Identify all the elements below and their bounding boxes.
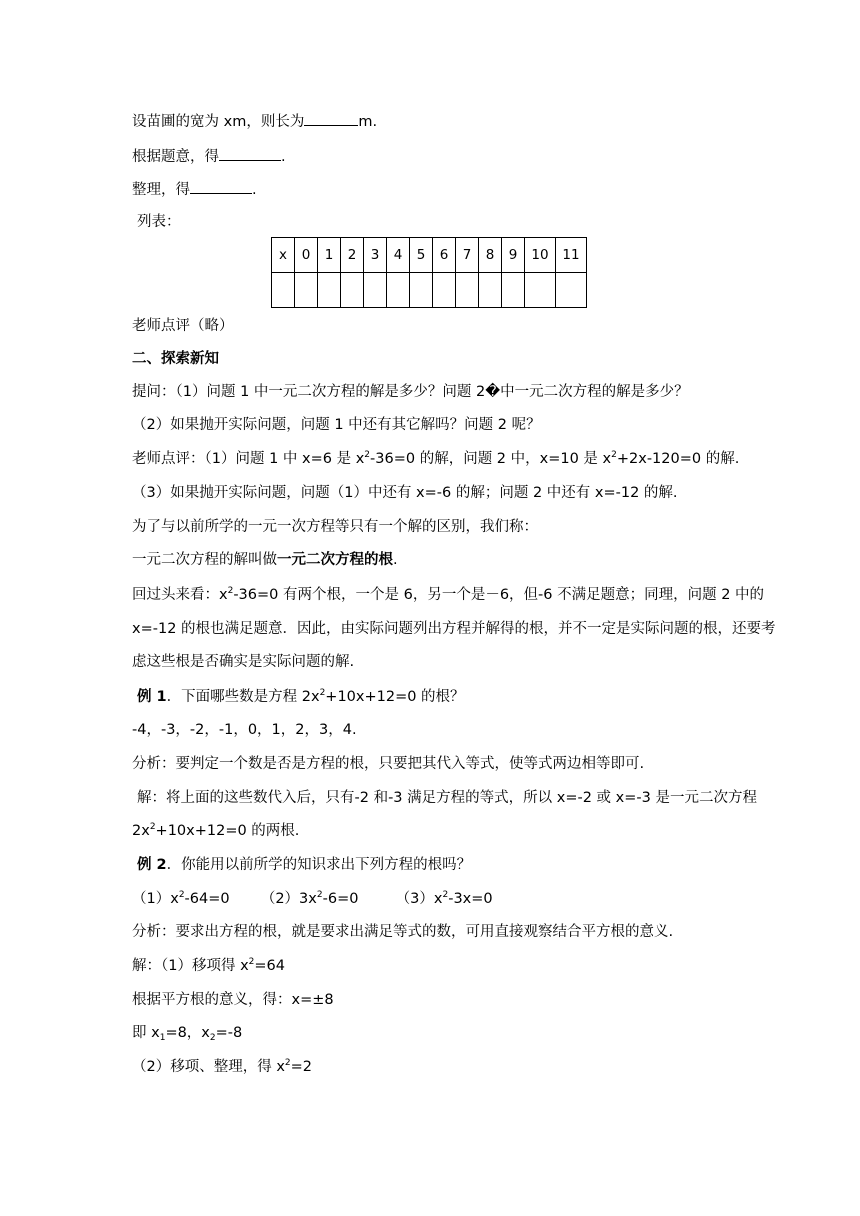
table-cell: 8 [479, 238, 502, 273]
table-cell [295, 273, 318, 308]
table-cell [318, 273, 341, 308]
line-17 [132, 720, 357, 740]
text: . [281, 149, 286, 165]
line-12: 一元二次方程的解叫做一元二次方程的根. [132, 552, 398, 568]
example-label: 例 1 [137, 689, 167, 705]
table-cell [364, 273, 387, 308]
fill-blank [304, 110, 358, 126]
line-4 [137, 212, 181, 232]
line-23 [132, 922, 673, 942]
line-22: $(1)x^2-64=0$ $(2)3x^2-6=0$ $(3)x^2-3x=0$ [132, 890, 493, 907]
text: 分析：要判定一个数是否是方程的根，只要把其代入等式，使等式两边相等即可. [132, 756, 645, 772]
text: -4，-3，-2，-1，0，1，2，3，4. [132, 722, 357, 738]
table-cell: 0 [295, 238, 318, 273]
table-cell [456, 273, 479, 308]
text: 虑这些根是否确实是实际问题的解. [132, 654, 355, 670]
table-cell [387, 273, 410, 308]
table-cell: 9 [502, 238, 525, 273]
text: 列表： [137, 214, 181, 230]
table-cell: 4 [387, 238, 410, 273]
table-cell: 7 [456, 238, 479, 273]
text: 设苗圃的宽为 xm，则长为 [132, 114, 305, 130]
table-cell: 1 [318, 238, 341, 273]
line-27: （2）移项、整理，得 $x^2=2$ [132, 1058, 313, 1075]
table-cell [556, 273, 587, 308]
text: 根据平方根的意义，得：x=±8 [132, 992, 334, 1008]
text: m. [358, 114, 378, 130]
table-cell [410, 273, 433, 308]
line-15 [132, 652, 354, 672]
line-26: 即 $x_1=8$，$x_2=-8$ [132, 1025, 243, 1043]
text: 二、探索新知 [132, 351, 219, 367]
text: x=-12 的根也满足题意．因此，由实际问题列出方程并解得的根，并不一定是实际问题的根，还要考 [132, 621, 776, 637]
table-cell: 5 [410, 238, 433, 273]
text: 提问：（1）问题 1 中一元二次方程的解是多少？问题 2�中一元二次方程的解是多少？ [132, 384, 689, 400]
text: 解：将上面的这些数代入后，只有-2 和-3 满足方程的等式，所以 x=-2 或 x=-3 是一元二次方程 [137, 790, 757, 806]
table-cell [502, 273, 525, 308]
text: 分析：要求出方程的根，就是要求出满足等式的数，可用直接观察结合平方根的意义. [132, 924, 674, 940]
line-20: $2x^2+10x+12=0$ 的两根. [132, 822, 300, 839]
text: （3）如果抛开实际问题，问题（1）中还有 x=-6 的解；问题 2 中还有 x=-12 的解. [132, 485, 678, 501]
line-13: 回过头来看：$x^2-36=0$ 有两个根，一个是 6，另一个是－6，但-6 不满足题意；同理，问题 2 中的 [132, 586, 765, 603]
table-cell: 10 [525, 238, 556, 273]
table-cell: 3 [364, 238, 387, 273]
table-cell [479, 273, 502, 308]
line-14 [132, 619, 776, 639]
example-2: 例 2．你能用以前所学的知识求出下列方程的根吗？ [137, 857, 472, 873]
table-row-header [272, 238, 587, 273]
value-table [271, 237, 587, 308]
line-24: 解：（1）移项得 $x^2=64$ [132, 957, 286, 974]
section-heading [132, 349, 219, 369]
key-term: 一元二次方程的根 [277, 552, 393, 568]
table-cell: 11 [556, 238, 587, 273]
example-label: 例 2 [137, 857, 167, 873]
table-cell: x [272, 238, 295, 273]
table-row-empty [272, 273, 587, 308]
text: 老师点评（略） [132, 318, 234, 334]
example-1: 例 1．下面哪些数是方程 $2x^2+10x+12=0$ 的根？ [137, 688, 465, 705]
line-9: 老师点评：（1）问题 1 中 x=6 是 $x^2-36=0$ 的解，问题 2 中，x=10 是 $x^2+2x-120=0$ 的解. [132, 450, 740, 467]
line-25 [132, 990, 334, 1010]
line-2 [132, 145, 286, 167]
line-5 [132, 316, 234, 336]
text: 为了与以前所学的一元一次方程等只有一个解的区别，我们称： [132, 519, 538, 535]
table-cell: 2 [341, 238, 364, 273]
text: 整理，得 [132, 182, 190, 198]
table-cell [341, 273, 364, 308]
line-1 [132, 110, 377, 132]
fill-blank [190, 178, 252, 194]
table-cell [433, 273, 456, 308]
line-18 [132, 754, 644, 774]
line-19 [137, 788, 757, 808]
line-11 [132, 517, 538, 537]
line-10 [132, 483, 678, 503]
text: （2）如果抛开实际问题，问题 1 中还有其它解吗？问题 2 呢？ [132, 417, 541, 433]
table-cell: 6 [433, 238, 456, 273]
table-cell [525, 273, 556, 308]
line-7 [132, 382, 689, 402]
text: 根据题意，得 [132, 149, 219, 165]
fill-blank [219, 145, 281, 161]
line-3 [132, 178, 257, 200]
table-cell [272, 273, 295, 308]
text: . [252, 182, 257, 198]
line-8 [132, 415, 541, 435]
